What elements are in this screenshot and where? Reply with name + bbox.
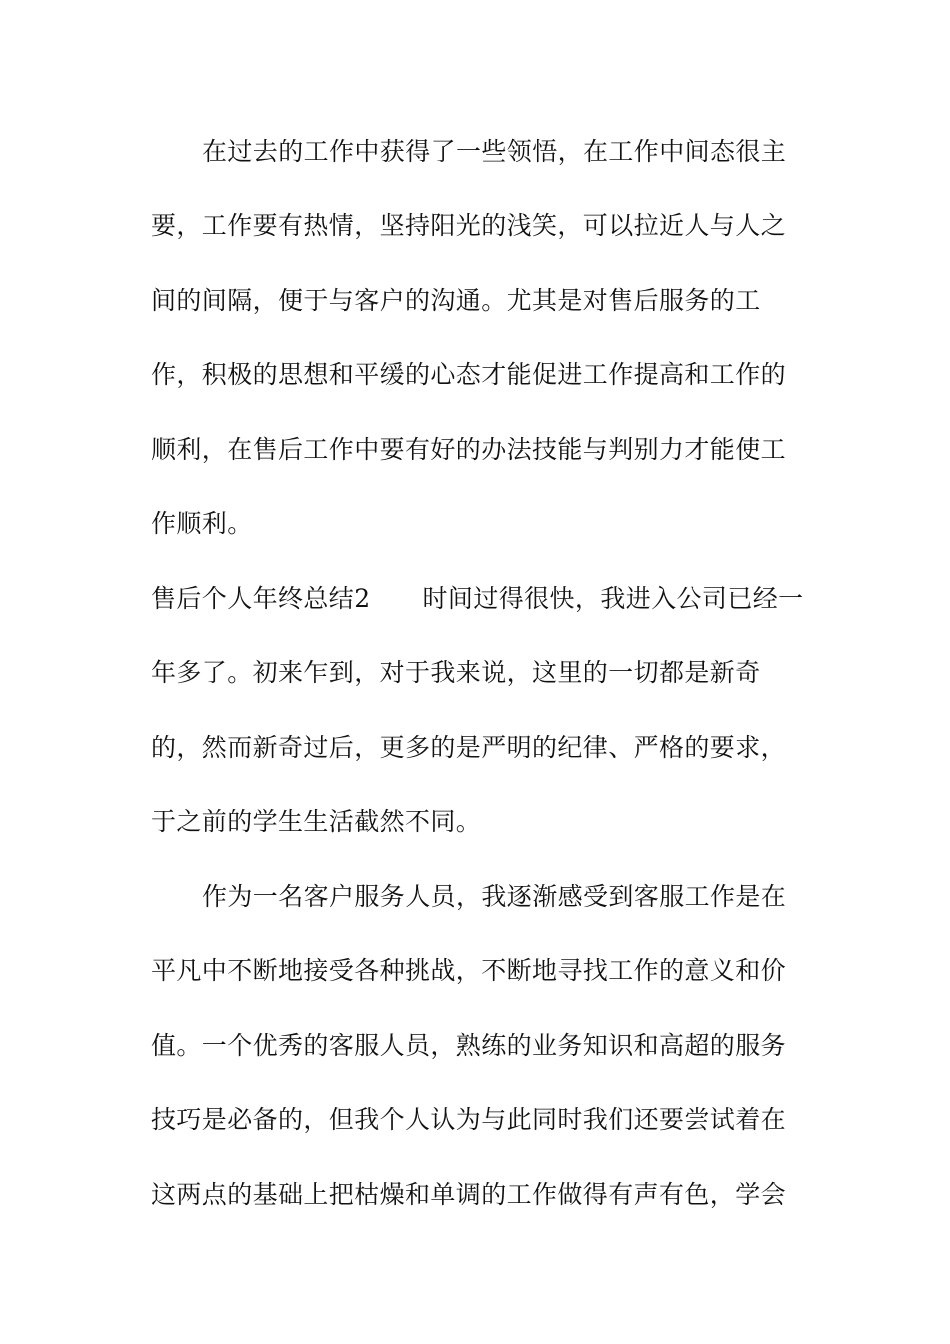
section-heading: 售后个人年终总结2 [151, 584, 371, 613]
paragraph-3-line-5: 这两点的基础上把枯燥和单调的工作做得有声有色，学会 [151, 1180, 787, 1209]
paragraph-2-line-3: 的，然而新奇过后，更多的是严明的纪律、严格的要求， [151, 733, 787, 762]
paragraph-1-line-2: 要，工作要有热情，坚持阳光的浅笑，可以拉近人与人之 [151, 211, 787, 240]
paragraph-1-line-3: 间的间隔，便于与客户的沟通。尤其是对售后服务的工 [151, 286, 761, 315]
paragraph-2-line-4: 于之前的学生生活截然不同。 [151, 807, 482, 836]
paragraph-2-line-2: 年多了。初来乍到，对于我来说，这里的一切都是新奇 [151, 658, 761, 687]
paragraph-1-line-5: 顺利，在售后工作中要有好的办法技能与判别力才能使工 [151, 435, 787, 464]
paragraph-1-line-4: 作，积极的思想和平缓的心态才能促进工作提高和工作的 [151, 360, 787, 389]
paragraph-3-line-4: 技巧是必备的，但我个人认为与此同时我们还要尝试着在 [151, 1105, 787, 1134]
section-heading-row [151, 583, 804, 615]
paragraph-1-line-6: 作顺利。 [151, 509, 253, 538]
paragraph-2-line-1: 时间过得很快，我进入公司已经一 [422, 584, 804, 613]
paragraph-3-line-3: 值。一个优秀的客服人员，熟练的业务知识和高超的服务 [151, 1031, 787, 1060]
paragraph-3-line-2: 平凡中不断地接受各种挑战，不断地寻找工作的意义和价 [151, 956, 787, 985]
paragraph-3-line-1: 作为一名客户服务人员，我逐渐感受到客服工作是在 [202, 882, 787, 911]
paragraph-1-line-1: 在过去的工作中获得了一些领悟，在工作中间态很主 [202, 137, 787, 166]
